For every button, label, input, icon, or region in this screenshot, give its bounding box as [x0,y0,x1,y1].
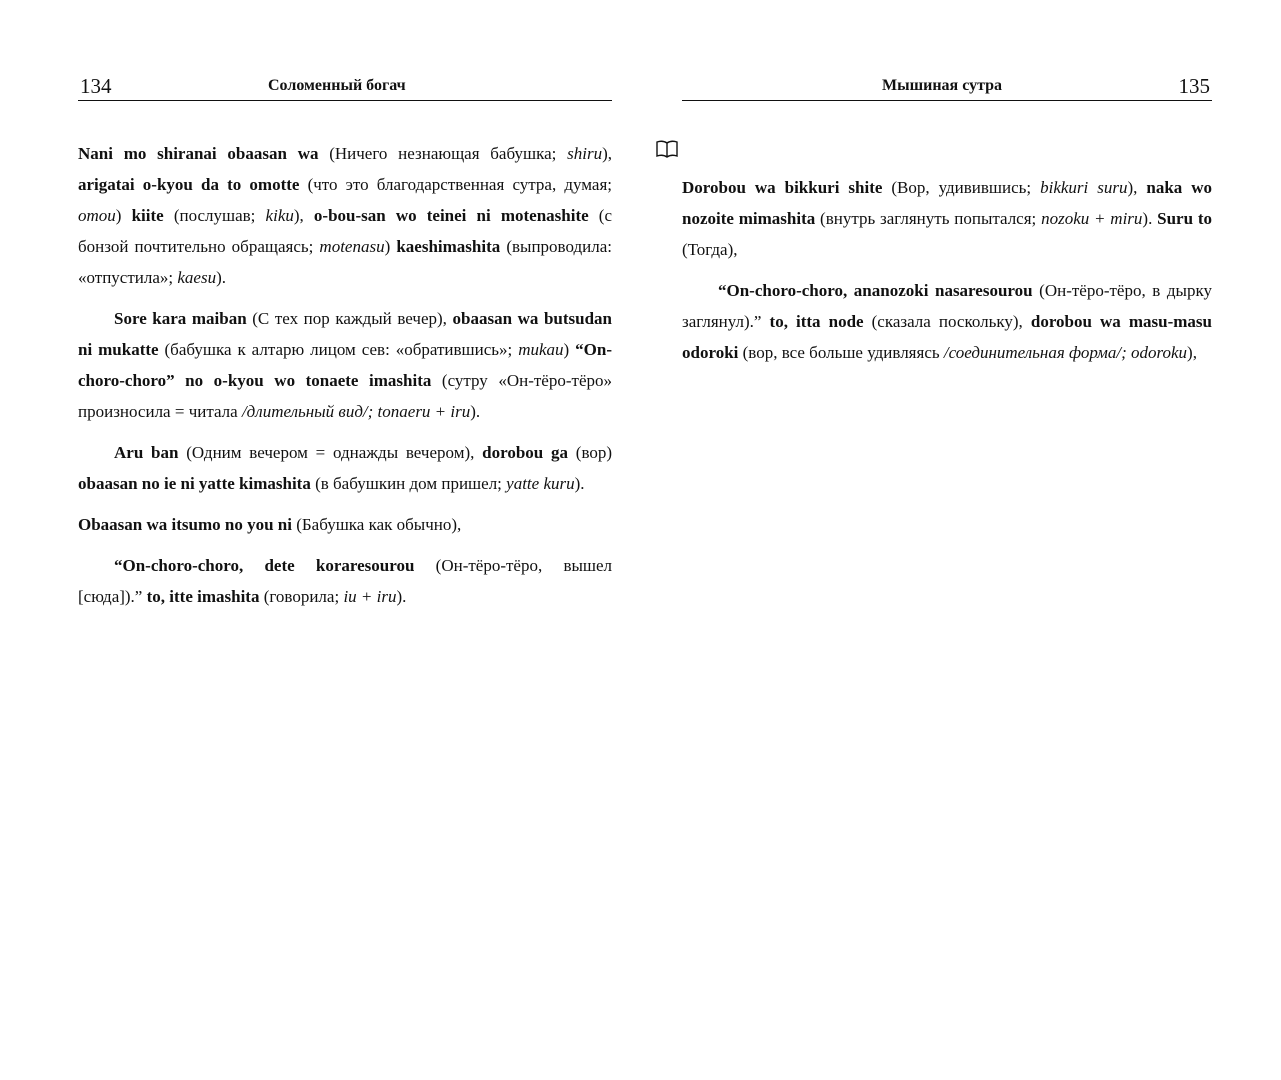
translit: obaasan no ie ni yatte kimashita [78,474,311,493]
left-paragraph-2 [78,303,612,427]
translation: (Вор, удивившись; [882,178,1041,197]
translation: ) [563,340,576,359]
translation: (в бабушкин дом пришел; [310,474,507,493]
translit: to, itte imashita [146,587,260,606]
translit: Suru to [1157,209,1213,228]
translation: (выпроводила: «отпустила»; [78,237,612,287]
left-running-title: Соломенный богач [268,77,406,94]
translation: (послушав; [163,206,266,225]
translit: Obaasan wa itsumo no you ni [78,515,292,534]
translation: (сутру «Он-тёро-тёро» произносила = читала [78,371,612,421]
translit: arigatai o-kyou da to omotte [78,175,300,194]
gloss: /соединительная форма/; odoroku [943,343,1188,362]
left-page-header [78,74,612,101]
translation: ), [1187,343,1197,362]
translation: ), [293,206,314,225]
gloss: omou [78,206,116,225]
translation: (Тогда), [682,240,738,259]
right-paragraph-1 [682,172,1212,265]
translation: ). [574,474,585,493]
right-page-body [682,138,1212,378]
gloss: kaesu [177,268,217,287]
left-paragraph-4 [78,509,612,540]
translit: o-bou-san wo teinei ni motenashite [313,206,589,225]
translation: (внутрь заглянуть попытался; [815,209,1042,228]
translit: Nani mo shiranai obaasan wa [78,144,319,163]
translation: ), [602,144,612,163]
translation: (с бонзой почтительно обращаясь; [78,206,612,256]
left-paragraph-5 [78,550,612,612]
left-paragraph-1 [78,138,612,293]
translation: ). [396,587,407,606]
left-page-body [78,138,612,622]
left-page-number: 134 [80,74,112,98]
translation: ). [216,268,227,287]
translation: ). [470,402,481,421]
translation: (бабушка к алтарю лицом сев: «обратившись»; [158,340,519,359]
translit: obaasan wa butsudan ni mukatte [78,309,612,359]
translation: (сказала поскольку), [863,312,1031,331]
gloss: kiku [265,206,294,225]
translation: ). [1142,209,1153,228]
translit: kaeshimashita [396,237,501,256]
translation: (Он-тёро-тёро, в дырку заглянул).” [682,281,1212,331]
translation: (вор) [568,443,613,462]
gloss: bikkuri suru [1040,178,1128,197]
translit: Aru ban [114,443,179,462]
translation: (Одним вечером = однажды вечером), [178,443,483,462]
gloss: yatte kuru [506,474,575,493]
gloss: shiru [567,144,603,163]
translit: to, itta node [769,312,864,331]
translit: kiite [131,206,164,225]
translation: (Он-тёро-тёро, вышел [сюда]).” [78,556,613,606]
translation: ) [384,237,397,256]
translit: “On-choro-choro, ananozoki nasaresourou [718,281,1033,300]
translation: (вор, все больше удивляясь [738,343,944,362]
translation: (С тех пор каждый вечер), [246,309,453,328]
translation: (что это благодарственная сутра, думая; [299,175,612,194]
left-paragraph-3 [78,437,612,499]
translit: “On-choro-choro, dete koraresourou [114,556,415,575]
translit: dorobou wa masu-masu odoroki [682,312,1212,362]
translation: ) [115,206,132,225]
gloss: iu + iru [343,587,397,606]
translation: (Бабушка как обычно), [291,515,462,534]
gloss: nozoku + miru [1041,209,1143,228]
right-page-number: 135 [1178,74,1210,98]
gloss: /длительный вид/; tonaeru + iru [241,402,471,421]
right-page [682,0,1212,1080]
translit: dorobou ga [482,443,569,462]
translation: ), [1127,178,1147,197]
translit: naka wo nozoite mimashita [682,178,1213,228]
gloss: motenasu [319,237,385,256]
translit: Sore kara maiban [114,309,247,328]
spacer [682,138,1212,172]
right-running-title: Мышиная сутра [882,77,1003,94]
translit: “On-choro-choro” no o-kyou wo tonaete imashita [78,340,612,390]
translation: (Ничего незнающая бабушка; [318,144,568,163]
translation: (говорила; [259,587,344,606]
translit: Dorobou wa bikkuri shite [682,178,883,197]
gloss: mukau [518,340,564,359]
open-book-icon [656,140,678,158]
right-paragraph-2 [682,275,1212,368]
right-page-header [682,74,1212,101]
left-page [78,0,612,1080]
